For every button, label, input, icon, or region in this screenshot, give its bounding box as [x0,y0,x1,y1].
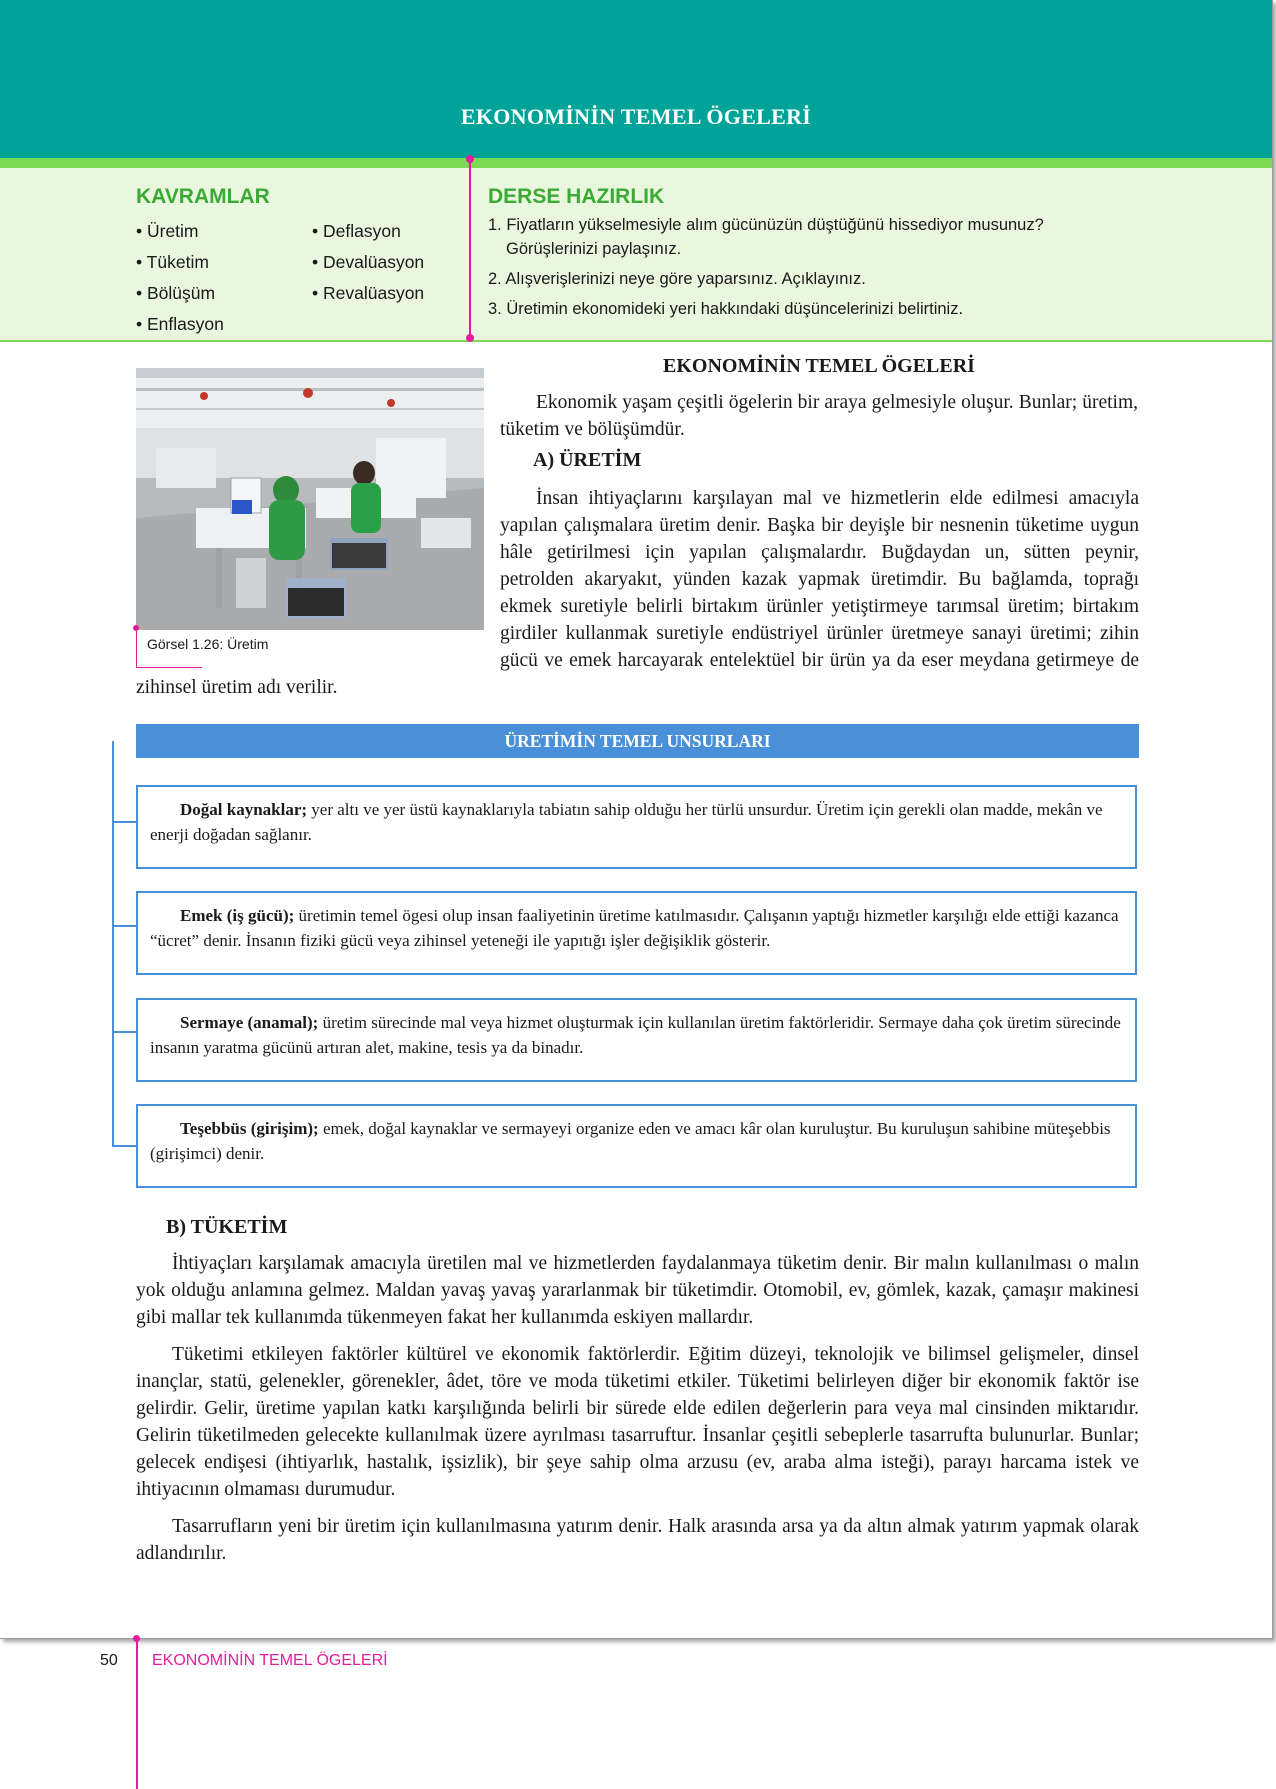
divider-dot-top [466,155,474,163]
unsur-term: Emek (iş gücü); [180,906,295,925]
bracket-tick [112,821,136,823]
bracket-tick [112,925,136,927]
header-title: EKONOMİNİN TEMEL ÖGELERİ [460,104,812,129]
footer-title: EKONOMİNİN TEMEL ÖGELERİ [152,1652,388,1669]
question-item [488,267,1258,291]
unsurlar-bracket [112,741,114,1147]
unsur-text: yer altı ve yer üstü kaynaklarıyla tabiatın sahip olduğu her türlü unsurdur. Üretim için gerekli olan madde, mekân ve enerji doğadan sağlanır. [150,800,1103,844]
page-number: 50 [100,1652,118,1669]
question-item [488,297,1258,321]
tuketim-paragraph: Tüketimi etkileyen faktörler kültürel ve ekonomik faktörlerdir. Eğitim düzeyi, teknolojik ve bilimsel gelişmeler, dinsel inançlar, statü, gelenekler, görenekler, âdet, töre ve moda tüketimi etkiler. Tüketimi belirleyen diğer bir ekonomik faktör ise gelirdir. Gelir, üretime yapılan katkı karşılığında belirli bir sürede elde edilen değerlerin para veya mal cinsinden miktarıdır. Gelirin tüketilmeden gelecekte kullanılmak üzere ayrılması tasarruftur. İnsanlar çeşitli sebeplerle tasarrufta bulunurlar. Bunlar; gelecek endişesi (ihtiyarlık, hastalık, işsizlik), bir şeye sahip olma arzusu (ev, araba alma isteği), parayı harcama istek ve ihtiyacının olmaması durumudur. [136,1344,1139,1500]
divider-dot-bottom [466,334,474,342]
concept-item: • Üretim [136,221,199,241]
question-text-cont: Görüşlerinizi paylaşınız. [506,240,682,258]
question-text: 3. Üretimin ekonomideki yeri hakkındaki düşüncelerinizi belirtiniz. [488,300,964,318]
kavramlar-list-col2 [312,216,424,309]
unsur-term: Doğal kaynaklar; [180,800,308,819]
figure-caption: Görsel 1.26: Üretim [147,636,269,652]
derse-hazirlik-list [488,213,1258,327]
bracket-tick [112,1145,136,1147]
header-band [0,0,1272,158]
kavramlar-title: KAVRAMLAR [136,185,270,208]
kavramlar-list-col1 [136,216,224,340]
uretim-text: İnsan ihtiyaçlarını karşılayan mal ve hizmetlerin elde edilmesi amacıyla yapılan çalışmalara üretim denir. Başka bir deyişle bir nesnenin tüketime uygun hâle getirilmesi için yapılan çalışmalardır. Buğdaydan un, sütten peynir, petrolden akaryakıt, yünden kazak yapmak üretimdir. Bu bağlamda, toprağı ekmek suretiyle belirli birtakım ürünler yetiştirmeye tarımsal üretim; birtakım girdiler kullanmak suretiyle endüstriyel ürünler üretmeye sanayi üretimi; zihin gücü ve emek harcayarak entelektüel bir ürün ya da eser meydana getirmeye de zihinsel üretim adı verilir. [136,488,1139,698]
question-item [488,213,1258,261]
question-text: 1. Fiyatların yükselmesiyle alım gücünüzün düştüğünü hissediyor musunuz? [488,216,1044,234]
panel-divider [469,158,471,338]
derse-hazirlik-title: DERSE HAZIRLIK [488,185,665,208]
uretim-heading: A) ÜRETİM [533,449,642,471]
bracket-tick [112,1031,136,1033]
footer-dot [133,1635,140,1642]
unsur-text: üretimin temel ögesi olup insan faaliyetinin üretime katılmasıdır. Çalışanın yaptığı hizmetler karşılığı elde ettiği kazanca “ücret” denir. İnsanın fiziki gücü veya zihinsel yeteneği ile yapıtığı işler değişiklik gösterir. [150,906,1119,950]
tuketim-body [136,1250,1139,1567]
unsur-box-emek [136,891,1137,975]
concept-item: • Devalüasyon [312,252,425,272]
photo-float-space [136,485,500,673]
concept-item: • Deflasyon [312,221,401,241]
question-text: 2. Alışverişlerinizi neye göre yaparsınız. Açıklayınız. [488,270,866,288]
concept-item: • Enflasyon [136,314,224,334]
unsur-text: emek, doğal kaynaklar ve sermayeyi organize eden ve amacı kâr olan kuruluştur. Bu kuruluşun sahibine müteşebbis (girişimci) denir. [150,1119,1111,1163]
concept-item: • Revalüasyon [312,283,425,303]
tuketim-heading: B) TÜKETİM [166,1216,288,1238]
unsurlar-title-bar: ÜRETİMİN TEMEL UNSURLARI [136,724,1139,758]
tuketim-paragraph: İhtiyaçları karşılamak amacıyla üretilen mal ve hizmetlerden faydalanmaya tüketim denir. Bir malın kullanılması o malın yok olduğu anlamına gelmez. Maldan yavaş yavaş yararlanmak bir tüketimdir. Otomobil, ev, gömlek, kazak, çamaşır makinesi gibi mallar tek kullanımda tükenmeyen fakat her kullanımda eskiyen mallardır. [136,1253,1139,1328]
unsur-box-sermaye [136,998,1137,1082]
unsur-term: Sermaye (anamal); [180,1013,319,1032]
header-divider [0,158,1272,168]
uretim-paragraph [136,485,1139,701]
intro-paragraph: Ekonomik yaşam çeşitli ögelerin bir araya gelmesiyle oluşur. Bunlar; üretim, tüketim ve bölüşümdür. [500,392,1138,440]
unsur-box-dogal-kaynaklar [136,785,1137,869]
concept-item: • Tüketim [136,252,209,272]
concept-item: • Bölüşüm [136,283,216,303]
unsur-text: üretim sürecinde mal veya hizmet oluşturmak için kullanılan üretim faktörleridir. Sermaye daha çok üretim sürecinde insanın yaratma gücünü artıran alet, makine, tesis ya da binadır. [150,1013,1121,1057]
footer-divider [136,1638,138,1789]
unsur-box-tesebbus [136,1104,1137,1188]
section-heading: EKONOMİNİN TEMEL ÖGELERİ [663,355,975,377]
tuketim-paragraph: Tasarrufların yeni bir üretim için kullanılmasına yatırım denir. Halk arasında arsa ya da altın almak yatırım yapmak olarak adlandırılır. [136,1516,1139,1564]
unsur-term: Teşebbüs (girişim); [180,1119,319,1138]
